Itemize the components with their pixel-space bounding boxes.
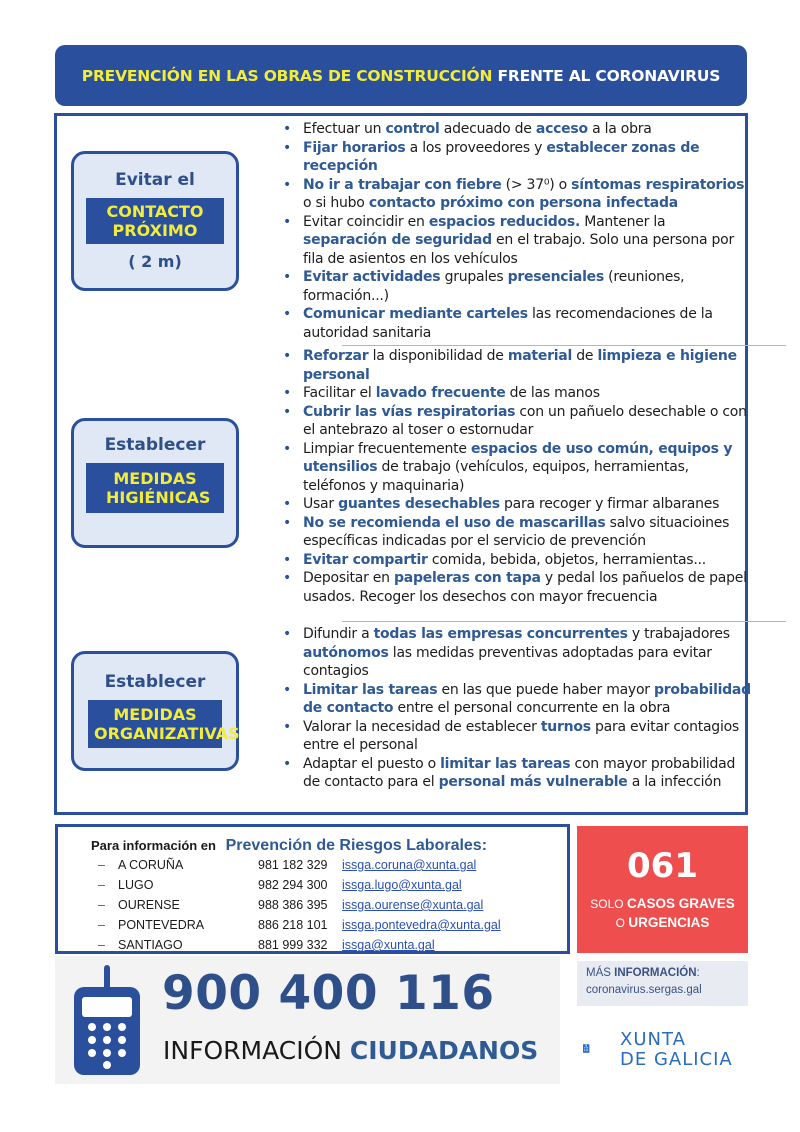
measures-panel: [54, 113, 751, 815]
box-organizativas: [71, 651, 239, 771]
row-dash: –: [98, 898, 105, 912]
bullet-item: [281, 569, 753, 606]
box-band-label: CONTACTO PRÓXIMO: [86, 198, 224, 244]
hotline-number: 900 400 116: [162, 966, 495, 1021]
box-top-label: Establecer: [104, 672, 206, 692]
bullet-emphasis: establecer zonas de recepción: [303, 139, 700, 174]
title-highlight: PREVENCIÓN EN LAS OBRAS DE CONSTRUCCIÓN: [81, 66, 493, 85]
bullet-emphasis: material: [507, 348, 573, 364]
contact-email-link[interactable]: issga@xunta.gal: [342, 938, 435, 952]
box-contacto: [71, 151, 239, 291]
emergency-number: 061: [627, 846, 698, 886]
bullet-text: Adaptar el puesto o: [303, 755, 441, 772]
bullet-list-higienicas: [281, 347, 753, 606]
box-bottom-label: ( 2 m): [128, 252, 182, 271]
emergency-graves: CASOS GRAVES: [626, 896, 735, 911]
bullet-item: [281, 625, 753, 681]
bullet-emphasis: guantes desechables: [338, 496, 500, 512]
bullet-item: [281, 718, 753, 755]
contact-title: Prevención de Riesgos Laborales:: [225, 837, 488, 854]
bullet-text: para evitar contagios entre el personal: [303, 718, 739, 753]
contact-email-link[interactable]: issga.lugo@xunta.gal: [342, 878, 462, 892]
bullet-emphasis: turnos: [540, 718, 591, 735]
bullet-emphasis: papeleras con tapa: [394, 570, 541, 586]
contact-row: [98, 918, 501, 932]
contact-phone: 988 386 395: [258, 898, 328, 912]
bullet-emphasis: contacto próximo con persona infectada: [368, 195, 678, 211]
bullet-text: adecuado de: [439, 121, 536, 137]
bullet-text: a la infección: [627, 774, 722, 790]
emergency-urgencias: URGENCIAS: [628, 915, 710, 930]
bullet-item: [281, 120, 753, 139]
bullet-emphasis: limitar las tareas: [440, 755, 571, 772]
bullet-emphasis: personal más vulnerable: [438, 774, 628, 790]
bullet-emphasis: Limitar las tareas: [303, 681, 438, 698]
bullet-text: en el trabajo. Solo una persona por fila de asientos en los vehículos: [303, 232, 734, 267]
contact-row: [98, 938, 435, 952]
emergency-solo: SOLO: [590, 897, 624, 911]
bullet-text: de las manos: [505, 385, 600, 401]
bullet-emphasis: Reforzar: [303, 348, 369, 364]
contact-phone: 881 999 332: [258, 938, 328, 952]
contact-phone: 886 218 101: [258, 918, 328, 932]
emergency-o: O: [615, 916, 625, 930]
bullet-text: de trabajo (vehículos, equipos, herramientas, teléfonos y maquinaria): [303, 459, 689, 494]
hotline-label: [163, 1036, 538, 1065]
more-info-bold: INFORMACIÓN: [614, 967, 697, 979]
contact-heading: [91, 837, 487, 855]
row-dash: –: [98, 938, 105, 952]
bullet-text: grupales: [440, 269, 508, 285]
bullet-emphasis: separación de seguridad: [303, 232, 492, 248]
bullet-emphasis: Cubrir las vías respiratorias: [303, 403, 516, 420]
bullet-list-contacto: [281, 120, 753, 342]
contact-city: A CORUÑA: [118, 858, 184, 872]
hotline-label-prefix: INFORMACIÓN: [163, 1036, 350, 1065]
bullet-emphasis: Evitar actividades: [303, 269, 441, 285]
contact-city: PONTEVEDRA: [118, 918, 205, 932]
bullet-emphasis: espacios reducidos.: [428, 213, 581, 230]
bullet-emphasis: lavado frecuente: [375, 385, 506, 401]
bullet-item: [281, 213, 753, 269]
bullet-item: [281, 755, 753, 792]
bullet-text: a los proveedores y: [405, 139, 547, 156]
bullet-list-organizativas: [281, 625, 753, 792]
emergency-box: [577, 826, 748, 953]
xunta-logo-icon: [583, 1027, 617, 1071]
contact-city: OURENSE: [118, 898, 180, 912]
bullet-emphasis: probabilidad de contacto: [303, 681, 751, 716]
contact-city: LUGO: [118, 878, 154, 892]
bullet-emphasis: Fijar horarios: [303, 139, 406, 156]
bullet-item: [281, 551, 753, 570]
bullet-text: de: [572, 348, 598, 364]
bullet-text: Evitar coincidir en: [303, 213, 429, 230]
bullet-text: las recomendaciones de la autoridad sanitaria: [303, 306, 713, 341]
contact-row: [98, 858, 476, 872]
bullet-text: comida, bebida, objetos, herramientas...: [427, 551, 706, 568]
section-divider: [342, 621, 786, 622]
box-band-label: MEDIDAS ORGANIZATIVAS: [88, 700, 222, 748]
bullet-text: para recoger y firmar albaranes: [499, 496, 720, 512]
more-info-url[interactable]: coronavirus.sergas.gal: [586, 984, 702, 996]
more-info-prefix: MÁS: [586, 967, 615, 979]
bullet-text: con un pañuelo desechable o con el antebrazo al toser o estornudar: [303, 403, 747, 438]
bullet-emphasis: limpieza e higiene personal: [303, 348, 737, 383]
bullet-text: entre el personal concurrente en la obra: [393, 700, 671, 716]
page-title: [55, 45, 747, 106]
bullet-text: Usar: [303, 496, 339, 512]
bullet-text: (reuniones, formación...): [303, 269, 685, 304]
bullet-text: con mayor probabilidad de contacto para el: [303, 755, 736, 790]
bullet-text: a la obra: [587, 121, 652, 137]
xunta-line-1: XUNTA: [620, 1029, 686, 1050]
bullet-text: Depositar en: [303, 570, 394, 586]
bullet-text: Difundir a: [303, 626, 374, 642]
xunta-logo: [620, 1030, 733, 1070]
bullet-emphasis: No se recomienda el uso de mascarillas: [303, 514, 606, 531]
contact-phone: 981 182 329: [258, 858, 328, 872]
bullet-text: y trabajadores: [627, 626, 730, 642]
box-band-label: MEDIDAS HIGIÉNICAS: [86, 463, 224, 513]
contact-email-link[interactable]: issga.pontevedra@xunta.gal: [342, 918, 501, 932]
emergency-line-1: [577, 896, 748, 911]
more-info-box: [577, 961, 748, 1006]
emergency-line-2: [577, 915, 748, 930]
bullet-text: Valorar la necesidad de establecer: [303, 718, 541, 735]
contact-email-link[interactable]: issga.coruna@xunta.gal: [342, 858, 477, 872]
bullet-item: [281, 268, 753, 305]
row-dash: –: [98, 858, 105, 872]
bullet-item: [281, 347, 753, 384]
section-divider: [342, 345, 786, 346]
more-info-label: [586, 965, 748, 982]
more-info-colon: :: [696, 967, 700, 979]
bullet-item: [281, 514, 753, 551]
bullet-text: y pedal los pañuelos de papel usados. Recoger los desechos con mayor frecuencia: [303, 570, 747, 605]
bullet-item: [281, 440, 753, 496]
bullet-text: (> 37⁰) o: [501, 176, 572, 193]
contact-city: SANTIAGO: [118, 938, 183, 952]
box-top-label: Evitar el: [115, 170, 195, 190]
box-higienicas: [71, 418, 239, 548]
bullet-emphasis: control: [385, 121, 440, 137]
hotline-label-bold: CIUDADANOS: [349, 1036, 539, 1065]
contact-row: [98, 878, 462, 892]
bullet-item: [281, 384, 753, 403]
bullet-text: las medidas preventivas adoptadas para evitar contagios: [303, 644, 712, 679]
xunta-line-2: DE GALICIA: [620, 1049, 733, 1070]
bullet-item: [281, 305, 753, 342]
bullet-emphasis: Evitar compartir: [303, 551, 428, 568]
phone-icon: [70, 965, 145, 1077]
contact-email-link[interactable]: issga.ourense@xunta.gal: [342, 898, 484, 912]
contact-row: [98, 898, 483, 912]
bullet-text: salvo situacioines específicas indicadas por el servicio de prevención: [303, 514, 730, 549]
bullet-text: Facilitar el: [303, 385, 376, 401]
contact-phone: 982 294 300: [258, 878, 328, 892]
box-top-label: Establecer: [104, 435, 206, 455]
bullet-item: [281, 139, 753, 176]
bullet-text: en las que puede haber mayor: [437, 681, 654, 698]
contact-panel: [55, 824, 570, 954]
row-dash: –: [98, 918, 105, 932]
bullet-item: [281, 495, 753, 514]
bullet-item: [281, 403, 753, 440]
bullet-emphasis: espacios de uso común, equipos y utensilios: [303, 440, 733, 475]
bullet-text: Efectuar un: [303, 121, 386, 137]
bullet-emphasis: autónomos: [303, 644, 389, 661]
bullet-text: Limpiar frecuentemente: [303, 440, 471, 457]
bullet-emphasis: acceso: [535, 121, 588, 137]
bullet-item: [281, 176, 753, 213]
contact-label: Para información en: [91, 838, 216, 853]
bullet-text: o si hubo: [303, 195, 369, 211]
bullet-emphasis: presenciales: [507, 269, 604, 285]
bullet-emphasis: síntomas respiratorios: [571, 176, 745, 193]
bullet-text: la disponibilidad de: [368, 348, 508, 364]
bullet-text: Mantener la: [580, 213, 666, 230]
bullet-item: [281, 681, 753, 718]
title-rest: FRENTE AL CORONAVIRUS: [492, 66, 721, 85]
row-dash: –: [98, 878, 105, 892]
bullet-emphasis: Comunicar mediante carteles: [303, 306, 528, 322]
bullet-emphasis: No ir a trabajar con fiebre: [303, 176, 502, 193]
bullet-emphasis: todas las empresas concurrentes: [373, 626, 628, 642]
